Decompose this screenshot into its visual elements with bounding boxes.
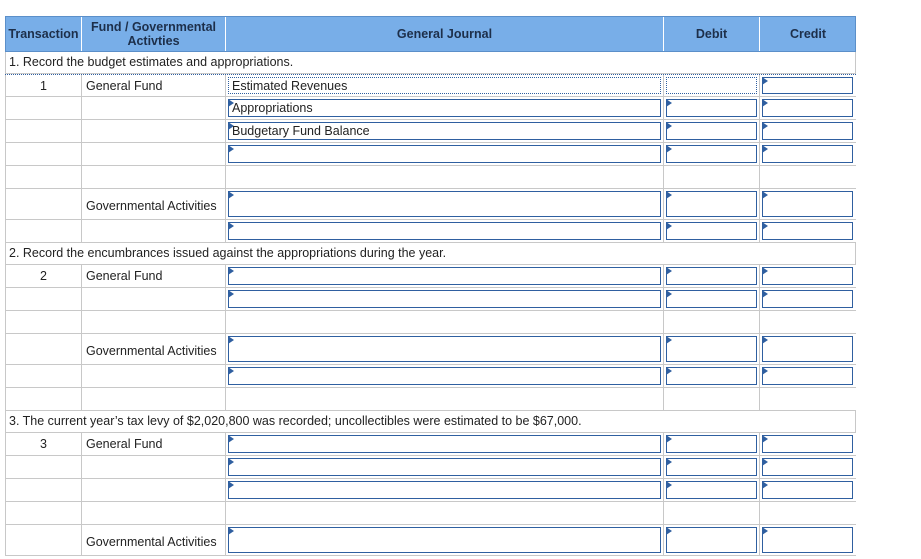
transaction-number: 3 <box>40 437 47 451</box>
dropdown-marker-icon <box>762 336 768 344</box>
credit-cell <box>759 479 855 501</box>
dropdown-marker-icon <box>666 458 672 466</box>
table-row <box>5 74 856 97</box>
account-cell <box>225 265 663 287</box>
table-row <box>5 433 856 456</box>
dropdown-marker-icon <box>228 336 234 344</box>
account-select[interactable] <box>228 145 661 163</box>
credit-cell <box>759 75 855 96</box>
header-fund: Fund / Governmental Activties <box>82 17 226 51</box>
credit-input[interactable] <box>762 481 853 499</box>
fund-cell <box>81 388 225 410</box>
table-row <box>5 97 856 120</box>
fund-cell <box>81 189 225 219</box>
debit-input[interactable] <box>666 191 757 217</box>
transaction-cell <box>5 311 81 333</box>
journal-table <box>5 16 856 556</box>
account-value: Appropriations <box>232 101 313 115</box>
credit-input[interactable] <box>762 122 853 140</box>
table-row <box>5 189 856 220</box>
debit-cell <box>663 456 759 478</box>
credit-cell <box>759 433 855 455</box>
debit-cell <box>663 334 759 364</box>
dropdown-marker-icon <box>762 267 768 275</box>
debit-cell <box>663 311 759 333</box>
table-row <box>5 220 856 243</box>
debit-input[interactable] <box>666 367 757 385</box>
dropdown-marker-icon <box>666 481 672 489</box>
dropdown-marker-icon <box>666 435 672 443</box>
account-select[interactable] <box>228 290 661 308</box>
credit-input[interactable] <box>762 458 853 476</box>
account-cell <box>225 97 663 119</box>
fund-cell <box>81 365 225 387</box>
account-cell <box>225 365 663 387</box>
credit-cell <box>759 288 855 310</box>
debit-cell <box>663 220 759 242</box>
table-row <box>5 479 856 502</box>
fund-cell <box>81 143 225 165</box>
debit-cell <box>663 97 759 119</box>
account-cell <box>225 502 663 524</box>
fund-cell <box>81 97 225 119</box>
debit-cell <box>663 120 759 142</box>
governmental-activities-label: Governmental Activities <box>86 344 217 358</box>
account-cell <box>225 334 663 364</box>
account-select[interactable] <box>228 336 661 362</box>
account-cell <box>225 525 663 555</box>
account-select[interactable] <box>228 367 661 385</box>
transaction-cell <box>5 365 81 387</box>
debit-cell <box>663 433 759 455</box>
debit-input[interactable] <box>666 267 757 285</box>
dropdown-marker-icon <box>762 527 768 535</box>
fund-cell <box>81 265 225 287</box>
table-row <box>5 334 856 365</box>
account-value: Budgetary Fund Balance <box>232 124 370 138</box>
transaction-cell <box>5 189 81 219</box>
account-cell <box>225 433 663 455</box>
dropdown-marker-icon <box>762 367 768 375</box>
credit-cell <box>759 97 855 119</box>
debit-cell <box>663 365 759 387</box>
account-select[interactable] <box>228 458 661 476</box>
instruction-row <box>5 411 856 433</box>
transaction-cell <box>5 479 81 501</box>
table-row <box>5 166 856 189</box>
transaction-cell <box>5 525 81 555</box>
transaction-cell <box>5 220 81 242</box>
account-select[interactable] <box>228 191 661 217</box>
table-row <box>5 388 856 411</box>
dropdown-marker-icon <box>228 191 234 199</box>
table-row <box>5 288 856 311</box>
dropdown-marker-icon <box>762 222 768 230</box>
account-select[interactable] <box>228 99 661 117</box>
dropdown-marker-icon <box>762 481 768 489</box>
credit-cell <box>759 311 855 333</box>
fund-cell <box>81 311 225 333</box>
dropdown-marker-icon <box>762 145 768 153</box>
credit-input[interactable] <box>762 267 853 285</box>
credit-cell <box>759 456 855 478</box>
table-row <box>5 502 856 525</box>
table-row <box>5 143 856 166</box>
account-cell <box>225 288 663 310</box>
dropdown-marker-icon <box>666 336 672 344</box>
dropdown-marker-icon <box>762 99 768 107</box>
dropdown-marker-icon <box>228 481 234 489</box>
transaction-number: 1 <box>40 79 47 93</box>
table-row <box>5 120 856 143</box>
account-cell <box>225 311 663 333</box>
transaction-number: 2 <box>40 269 47 283</box>
dropdown-marker-icon <box>666 191 672 199</box>
dropdown-marker-icon <box>762 290 768 298</box>
credit-cell <box>759 502 855 524</box>
account-cell <box>225 143 663 165</box>
transaction-cell <box>5 502 81 524</box>
fund-label: General Fund <box>86 437 163 451</box>
debit-input[interactable] <box>666 435 757 453</box>
credit-cell <box>759 388 855 410</box>
dropdown-marker-icon <box>228 290 234 298</box>
credit-cell <box>759 334 855 364</box>
table-row <box>5 311 856 334</box>
table-row <box>5 525 856 556</box>
table-row <box>5 265 856 288</box>
credit-input[interactable] <box>762 367 853 385</box>
credit-input[interactable] <box>762 145 853 163</box>
account-cell <box>225 220 663 242</box>
credit-input[interactable] <box>762 290 853 308</box>
credit-input[interactable] <box>762 191 853 217</box>
dropdown-marker-icon <box>228 267 234 275</box>
fund-cell <box>81 120 225 142</box>
fund-cell <box>81 433 225 455</box>
account-select[interactable] <box>228 267 661 285</box>
account-cell <box>225 456 663 478</box>
debit-cell <box>663 388 759 410</box>
table-header <box>5 16 856 52</box>
dropdown-marker-icon <box>666 527 672 535</box>
debit-cell <box>663 502 759 524</box>
dropdown-marker-icon <box>228 527 234 535</box>
debit-input[interactable] <box>666 336 757 362</box>
fund-cell <box>81 334 225 364</box>
debit-cell <box>663 166 759 188</box>
dropdown-marker-icon <box>666 367 672 375</box>
dropdown-marker-icon <box>666 267 672 275</box>
dropdown-marker-icon <box>228 367 234 375</box>
transaction-cell <box>5 143 81 165</box>
account-select[interactable] <box>228 77 661 94</box>
account-cell <box>225 166 663 188</box>
account-select[interactable] <box>228 122 661 140</box>
debit-input[interactable] <box>666 290 757 308</box>
header-debit: Debit <box>664 17 760 51</box>
debit-cell <box>663 288 759 310</box>
dropdown-marker-icon <box>762 435 768 443</box>
transaction-cell <box>5 334 81 364</box>
fund-cell <box>81 166 225 188</box>
credit-input[interactable] <box>762 527 853 553</box>
governmental-activities-label: Governmental Activities <box>86 199 217 213</box>
debit-input[interactable] <box>666 122 757 140</box>
credit-input[interactable] <box>762 336 853 362</box>
account-select[interactable] <box>228 527 661 553</box>
debit-cell <box>663 189 759 219</box>
debit-input[interactable] <box>666 458 757 476</box>
credit-cell <box>759 265 855 287</box>
transaction-cell <box>5 288 81 310</box>
transaction-cell <box>5 97 81 119</box>
credit-input[interactable] <box>762 99 853 117</box>
dropdown-marker-icon <box>762 77 768 85</box>
dropdown-marker-icon <box>762 458 768 466</box>
governmental-activities-label: Governmental Activities <box>86 535 217 549</box>
credit-cell <box>759 220 855 242</box>
credit-cell <box>759 120 855 142</box>
instruction-text: 2. Record the encumbrances issued against the appropriations during the year. <box>9 246 447 260</box>
account-select[interactable] <box>228 222 661 240</box>
fund-cell <box>81 456 225 478</box>
debit-cell <box>663 265 759 287</box>
transaction-cell <box>5 388 81 410</box>
fund-cell <box>81 288 225 310</box>
fund-label: General Fund <box>86 269 163 283</box>
debit-input[interactable] <box>666 145 757 163</box>
fund-cell <box>81 75 225 96</box>
debit-input[interactable] <box>666 77 757 94</box>
debit-cell <box>663 143 759 165</box>
dropdown-marker-icon <box>666 122 672 130</box>
transaction-cell <box>5 120 81 142</box>
dropdown-marker-icon <box>762 122 768 130</box>
instruction-row <box>5 243 856 265</box>
debit-input[interactable] <box>666 527 757 553</box>
debit-cell <box>663 479 759 501</box>
account-cell <box>225 189 663 219</box>
transaction-number-cell <box>5 265 81 287</box>
header-general-journal: General Journal <box>226 17 664 51</box>
account-cell <box>225 479 663 501</box>
credit-input[interactable] <box>762 435 853 453</box>
debit-input[interactable] <box>666 481 757 499</box>
header-transaction: Transaction <box>6 17 82 51</box>
credit-input[interactable] <box>762 77 853 94</box>
debit-input[interactable] <box>666 222 757 240</box>
dropdown-marker-icon <box>762 191 768 199</box>
table-row <box>5 456 856 479</box>
dropdown-marker-icon <box>228 222 234 230</box>
instruction-text: 3. The current year’s tax levy of $2,020,800 was recorded; uncollectibles were estimated to be $67,000. <box>9 414 582 428</box>
debit-cell <box>663 525 759 555</box>
credit-cell <box>759 143 855 165</box>
account-cell <box>225 120 663 142</box>
fund-cell <box>81 502 225 524</box>
dropdown-marker-icon <box>666 99 672 107</box>
credit-input[interactable] <box>762 222 853 240</box>
debit-cell <box>663 75 759 96</box>
transaction-cell <box>5 456 81 478</box>
dropdown-marker-icon <box>666 145 672 153</box>
dropdown-marker-icon <box>228 145 234 153</box>
dropdown-marker-icon <box>666 222 672 230</box>
transaction-number-cell <box>5 75 81 96</box>
account-value: Estimated Revenues <box>232 79 348 93</box>
account-select[interactable] <box>228 481 661 499</box>
credit-cell <box>759 189 855 219</box>
debit-input[interactable] <box>666 99 757 117</box>
fund-cell <box>81 220 225 242</box>
fund-cell <box>81 479 225 501</box>
account-cell <box>225 388 663 410</box>
dropdown-marker-icon <box>228 458 234 466</box>
credit-cell <box>759 365 855 387</box>
dropdown-marker-icon <box>666 290 672 298</box>
fund-cell <box>81 525 225 555</box>
account-cell <box>225 75 663 96</box>
credit-cell <box>759 525 855 555</box>
credit-cell <box>759 166 855 188</box>
table-row <box>5 365 856 388</box>
fund-label: General Fund <box>86 79 163 93</box>
account-select[interactable] <box>228 435 661 453</box>
header-credit: Credit <box>789 27 827 41</box>
instruction-row <box>5 52 856 74</box>
instruction-text: 1. Record the budget estimates and appropriations. <box>9 55 294 69</box>
transaction-number-cell <box>5 433 81 455</box>
transaction-cell <box>5 166 81 188</box>
dropdown-marker-icon <box>228 435 234 443</box>
